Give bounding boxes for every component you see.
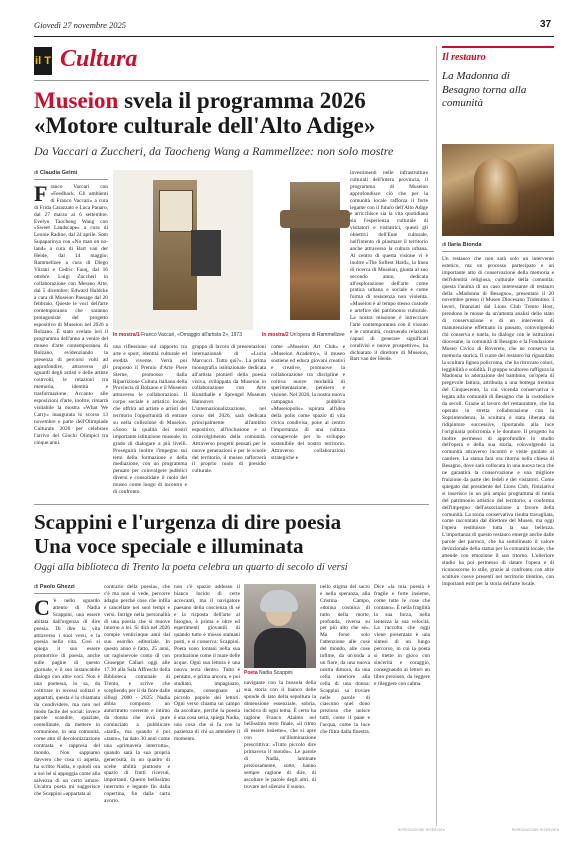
article2-col6: Dice «la mia poesia è fragile e forte insieme, come tutte le cose che contano». È nella fragilità la sua forza, nella lentezza la sua velocità. La raccolta che oggi viene presentata è una sintesi di un lungo percorso, in cui la poeta si mette in gioco con sincerità e coraggio, consegnando ai lettori un libro prezioso, da leggere e rileggere con calma. [374,584,430,687]
sidebar-tag: Il restauro [442,52,486,63]
article2-headline-line2: Una voce speciale e illuminata [34,534,304,558]
image2-credit: Un'opera di Rammellzee [290,332,345,338]
article1-headline-line1-rest: svela il programma 2026 [118,88,366,113]
logo-text: il T [35,55,51,67]
article1-image1 [113,170,253,330]
article1-byline: di Claudia Gelmi [34,170,108,180]
header-rule [34,36,554,37]
watermark-right: RIPRODUZIONE RISERVATA [512,828,560,832]
poet-photo-caption [244,670,320,676]
page-number: 37 [540,19,552,30]
poet-photo-label: Poeta [244,670,258,676]
article2-author: Paolo Ghezzi [39,584,75,590]
article2-headline-line1: Scappini e l'urgenza di dire poesia [34,510,342,534]
section-rule [34,80,429,81]
article2-col4: navigante con la bussola della sua storia con il bianco delle sponde di lato della sepoltura la dimensione essenziale, sobria, incisiva di ogni tema. È certo ha ragione Franco Alaimo nel bellissimo testo finale, «il ritmo di essere insieme», che si apre con un'illuminazione prescrittiva: «Tutto piccolo dire primavera il mondo». Le parole di Nadia, laminate preziosamente, sotto, hanno sempre ragione di dire, di ascoltare le parole degli altri, di trovare nel silenzio il suono. [244,680,316,790]
poet-photo [244,584,316,668]
article2-col3: non c'è spazio addosso il bianco lucido di certe accecanti, ma il navigatore paesano della coscienza di sé e la risposta dell'arte al bisogno, è prima e oltre ed esperimenti giovanili di quando tutto è mosso stamani posti, e si conserva: Scappini. Poeta sono lontani nella sua produzione come il mare delle acque. Ogni sua lettura è una nuova terra dentro. Tutto è pensato, e prima ancora, e poi studiato, impaginato, stampato, consegnato al piccolo popolo dei lettori. Ogni verso chiama un campo da ascoltare, perché la poesia è una cosa seria, spiega Nadia, una cosa che si fa con la pazienza di chi sa attendere il momento. [174,584,240,742]
article2-col1-text: 'è nello sguardo attento di Nadia Scappini, una essere abitata dall'urgenza di dire poesia. Di dire la vita attraverso i suoi versi, e la poesia nella vita. Così si spiega il suo essere promotrice di poesia, anche sulle pagine di questo giornale, e il suo instancabile dialogo con altre voci. Non è una poetessa, lo sa, da coltivare in recessi solitari e appartati, questa è la chiamata da condividere, ma non nel modo facile dei social: invece parole scandite, spaziate, centellinate, da mettere in comunione, in una comunità, come atto di decolonizzazione contrasta e rappresa del mondo. Non sappiamo davvero che cosa ci aspetta, ha scritto Nadia, e quindi ora a noi lei si appoggia come alla salvezza di un certo amore. Un'altra poeta mi suggerisce che Scappini «appartata al [34,598,100,798]
article1-author: Claudia Gelmi [39,170,78,176]
watermark-left: RIPRODUZIONE RISERVATA [398,828,446,832]
image2-label: In mostra/2 [262,332,289,338]
article2-dropcap: C [34,598,50,620]
sidebar-photo [442,144,554,236]
article-divider [34,504,429,505]
section-title: Cultura [60,46,138,72]
article1-headline-line2: «Motore culturale dell'Alto Adige» [34,113,376,138]
article1-headline-red: Museion [34,88,119,113]
sidebar-divider [436,46,438,826]
sidebar-body: Un restauro che non sarà solo un intervento estetico, ma un processo partecipato e un importante atto di conservazione della memoria e dell'identità religiosa, culturale della comunità: questa l'anima di un caso interessante di restauro della «Madonna di Besagno», presentato il 20 novembre presso il Museo Diocesano Tridentino. I lavori, finanziati dal Lions Club Trento Host, prendono le mosse da un'attenta analisi dello stato di conservazione e di un intervento di manutenzione effettuato in passato, coinvolgendo chi conserva e tutela, in dialogo con le istituzioni diocesane, la comunità di Besagno e la Fondazione Museo Civico di Rovereto, che ne conserva la memoria storica. Il cuore del restauro ha riguardato la scultura lignea policroma, che ha ritrovato colori, leggibilità e solidità. Il gruppo scultoreo raffigura la Madonna in adorazione del bambino, un'opera di pregevole fattura, attribuita a una bottega trentina del Cinquecento, la cui vicenda conservativa è legata alla comunità di Besagno che la custodisce da secoli. Grazie al lavoro del restauratore, che ha operato in stretta collaborazione con la Soprintendenza, la scultura è stata liberata da ridipinture successive, riportando alla luce l'originaria policromia e le dorature. Il progetto ha inoltre permesso di approfondire lo studio dell'opera e della sua storia, coinvolgendo la comunità attraverso incontri e visite guidate al cantiere. La statua farà ora ritorno nella chiesa di Besagno, dove sarà collocata in una nuova teca che ne garantirà la conservazione e una migliore fruizione da parte dei fedeli e dei visitatori. Come spiegato dal presidente del Lions Club, l'iniziativa si inserisce in un più ampio programma di tutela del patrimonio artistico del territorio, a conferma dell'impegno dell'associazione a favore della comunità. La storia conservativa risulta travagliata, come raccontato dal direttore del Museo, ma oggi l'opera restituisce tutta la sua bellezza. L'importanza di questo restauro emerge anche dalle parole del parroco, che ha sottolineato il valore devozionale della statua per la comunità locale, che attende con emozione il suo ritorno. L'ulteriore studio ha poi permesso di datare l'opera e di riconoscerne lo stile, grazie al confronto con altre sculture coeve presenti nel territorio trentino, con importanti esiti per la storia dell'arte locale. [442,256,554,587]
article1-image1-caption [113,332,263,338]
article1-col5: investimenti nelle infrastrutture culturali dell'intera provincia, il programma di Museion approfondisce ciò che per la comunità locale rafforza il forte legame con il futuro dell'Alto Adige e arricchisce sia la vita quotidiana sia l'esperienza culturale di visitatori e visitatrici, questi gli obiettivi dell'Ente culturale, nell'intento di plasmare il territorio anche attraverso la cultura urbana. Al centro di questa visione vi è inoltre «The Softest Hard», la linea di ricerca di Museion, giunta al suo secondo anno, dedicata all'esplorazione dell'arte come pratica urbana e sociale e come forma di resistenza non violenta. «Museion è al tempo stesso custode e artefice del patrimonio culturale. La nostra missione è intrecciare l'arte contemporanea con il vissuto e le comunità, costruendo relazioni capaci di generare significati condivisi e nuove prospettive», ha dichiarato il direttore di Museion, Bart van der Heide. [350,170,428,500]
article2-col5: nello stigma del sacro e nella speranza, alla Cristina Campo, «donna cosmica di tutto della morte, profonda, riversa su per più alto che sé». Ma forse solo l'attenzione alle cose del mondo, alle cose infime, da un'onda a un fiore, da una nuova nostra dimora, da una cella interiore alla cella di una donna: Scappini sa trovare nelle parole di ciascuno quel dono prezioso che unisce tutti, come il pane e l'acqua, come la luce che filtra dalla finestra. [320,584,370,736]
article2-col2: contrario della poesia», che c'è ma non si vede, percorre adagio perché cose che infila e cancellate nei suoi tempi e versi. Intrige nella personalità di una poesia che si muove intorno a lei. Si dirà nel 2026 compie venticinque anni dal suo esordio editoriale. In questo anno è fatto, 25 anni, un ragionevole conto di con Giuseppe Caliari oggi alle 17.30 alla Sala Affreschi della Biblioteca comunale di Trento, e scrive che scegliendo per il da fiore dalle sillogi 2000 - 2025: Nadia abbia composto un autoritratto coerente e intimo da donna che avrà pure cominciato a pubblicare «tardi», ma quando è poi «tanto», ha dato 30 anni come una «primavera interrotta», quando sarà la sua propria generosità, in un quadro di scelte abilità piuttosto e spazio di frutti ricevuti, importanti. Questo bellissimo interrotto e legante fin dalla copertina, fin dalla carta avorio. [104,584,170,805]
article1-col2: una riflessione sul rapporto tra arte e sport, identità culturale ed eredità vivente. Verrà poi proposto il Premio d'Arte Piere Sterne, promosso dalla Ripartizione Cultura italiana della Provincia di Bolzano e il Museion attraverso le collaborazioni. Il corpo sociale e artistico locale, che offrirà ad artiste e artisti del territorio l'opportunità di entrare su nella collezione di Museion. «Sono la qualità dei nostri importante istituzione museale, in grado di dialogare a più livelli. Proseguirà inoltre l'impegno sui temi della formazione e della mediazione, con un programma pensato per coinvolgere pubblici diversi e consolidare il ruolo del museo come luogo di incontro e di confronto. [113,344,187,496]
article2-subtitle: Oggi alla biblioteca di Trento la poeta celebra un quarto di secolo di versi [34,562,348,573]
article2-byline: di Paolo Ghezzi [34,584,100,594]
article1-headline [34,88,444,138]
article1-col3: gruppo di lavoro di presentazioni internazionali di «Lucia Marcucci. Tutto qui?». La prima monografia istituzionale dedicata all'artista pionieri della poesia visiva, sviluppata da Museion in collaborazione con Arte Kunsthalle e Sprengel Museum Hannover. L'internazionalizzazione, nel corso del 2026, sarà dedicata principalmente all'ambito espositivo, all'inclusione e al coinvolgimento della comunità. Attraverso progetti pensati per le nuove generazioni e per le scuole del territorio, il museo rafforzerà il proprio ruolo di presidio culturale. [192,344,266,475]
image1-credit: Franco Vaccari, «Omaggio all'artista 2», 1973 [141,332,242,338]
article1-subtitle: Da Vaccari a Zuccheri, da Taocheng Wang a Rammellzee: non solo mostre [34,144,394,158]
image1-label: In mostra/1 [113,332,140,338]
sidebar-byline: di Ilaria Bionda [442,242,554,252]
poet-photo-credit: Nadia Scappini [259,670,293,676]
article1-dropcap: F [34,184,48,206]
page-date: Giovedì 27 novembre 2025 [34,20,126,30]
article1-col1 [34,184,108,500]
article2-headline [34,510,434,558]
article2-col1 [34,598,100,826]
sidebar-author: Ilaria Bionda [447,242,482,248]
sidebar-top-bar [442,46,554,48]
article1-col4: come «Museion Art Club» e «Museion Academy», il museo sostiene ed educa giovani creativi e creative, promuove la collaborazione tra discipline e coltiva nuove modalità di sperimentazione, pensiero e visione. Nel 2026, la nostra nuova campagna pubblica «Museiopolis» ispirata all'idea della polis come spazio di vita civica condivisa, pone al centro l'importanza di una cultura consapevole per lo sviluppo sostenibile del nostro territorio. Attraverso collaborazioni strategiche e [271,344,345,461]
newspaper-logo [34,47,52,75]
article1-col1-text: ranco Vaccari con «Feedback. Gli ambienti di Franco Vaccari» a cura di Frida Carazzato e Luca Panaro, dal 27 marzo al 6 settembre. Evelyn Taocheng Wang con «Sweet Landscape» a cura di Leonie Radine, dal 24 aprile. Som Supaparinya con «No man on no-land» a cura di Bart van der Heide, dal 14 maggio; Rammellzee a cura di Diego Vitrani e Cedric Fauq, dal 16 ottobre. Luigi Zuccheri in collaborazione con Merano Arte, dal 5 dicembre; Edward Haldcke a cura di Museion Passage dal 20 febbraio. Queste le voci dell'arte contemporanea che saranno protagoniste del progetto espositivo di Museion nel 2026 a Bolzano. È stato svelato ieri il programma dell'anno a venire del museo d'arte contemporanea di Bolzano, evidenziando la presenza di percorsi volti ad approfondire, attraverso gli sguardi degli artisti e delle artiste coinvolti, le relazioni tra memoria, identità e trasformazione. Accanto alle esposizioni d'arte, inoltre, rimarrà visitabile la mostra «What We Carry» inaugurata lo scorso 13 novembre e parte dell'Olimpiade Culturale 2026 per celebrare l'arrivo dei Giochi Olimpici tra cinque anni. [34,184,108,446]
sidebar-title: La Madonna di Besagno torna alla comunità [442,70,527,109]
